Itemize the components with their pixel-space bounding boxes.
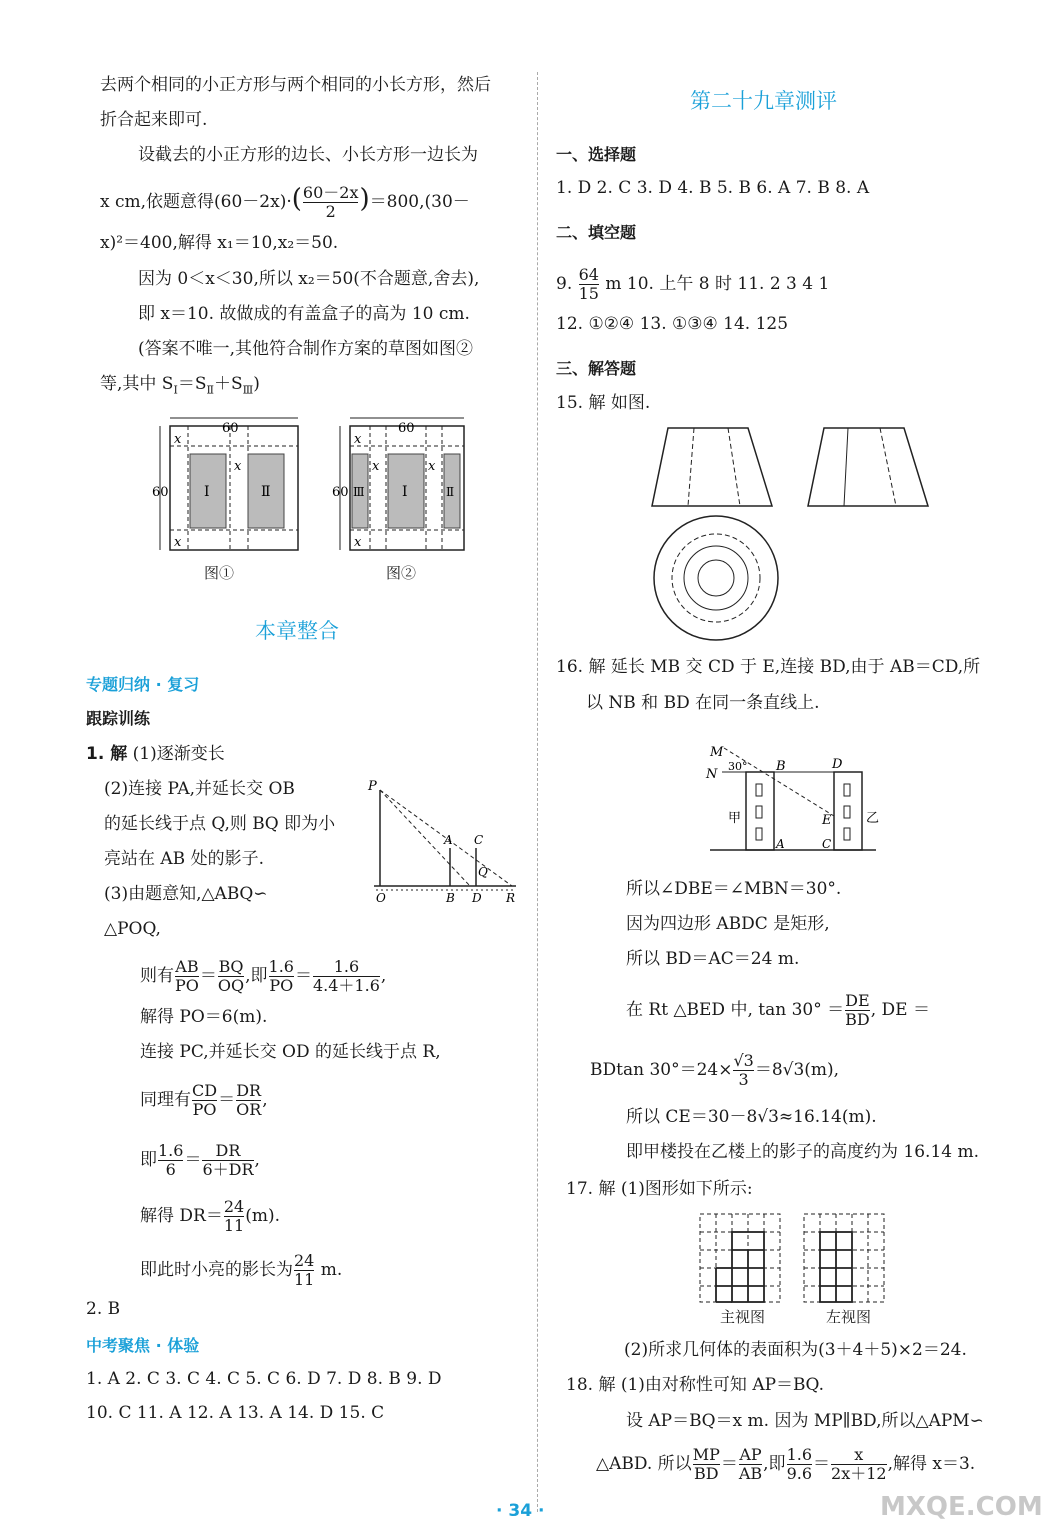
fraction	[224, 1198, 244, 1235]
fraction	[787, 1446, 812, 1483]
window	[756, 806, 762, 818]
side-grid	[804, 1214, 884, 1302]
label-A: A	[776, 837, 785, 851]
left-line-2: 折合起来即可.	[100, 110, 208, 130]
fraction-num: BQ	[218, 957, 244, 976]
q1-line-d: 的延长线于点 Q,则 BQ 即为小	[104, 814, 336, 834]
fraction	[303, 184, 359, 221]
fraction-num: CD	[192, 1081, 218, 1100]
seg: 即此时小亮的影长为	[140, 1260, 293, 1280]
q16-line-a: 16. 解 延长 MB 交 CD 于 E,连接 BD,由于 AB＝CD,所	[556, 657, 981, 677]
q16-line-i: 即甲楼投在乙楼上的影子的高度约为 16.14 m.	[626, 1142, 979, 1162]
figure-1-caption: 图①	[204, 564, 235, 582]
dim-x: x	[174, 535, 182, 550]
q1-text: (1)逐渐变长	[132, 744, 225, 764]
fraction-num: DR	[236, 1081, 262, 1100]
q18-line-c: △ABD. 所以 $\frac{MP}{BD}$ ＝ $\frac{AP}{AB}$ ,即 $\frac{1.6}{9.6}$ ＝ $\frac{x}{2x+12}$ ,解得 x＝3.	[596, 1445, 976, 1483]
fraction-den: 6	[165, 1160, 176, 1179]
fraction-num: AB	[175, 957, 199, 976]
top-view-dashed-circle	[672, 534, 760, 622]
seg: 9.	[556, 274, 578, 294]
fraction	[845, 992, 870, 1029]
q18-line-b: 设 AP＝BQ＝x m. 因为 MP∥BD,所以△APM∽	[626, 1411, 984, 1431]
dim-60-side: 60	[332, 485, 349, 500]
fraction	[175, 958, 199, 995]
fraction-den: 2	[325, 202, 336, 221]
q1-line-i: 解得 PO＝6(m).	[140, 1007, 268, 1027]
seg: ,	[380, 966, 387, 986]
fraction	[236, 1082, 261, 1119]
fraction-den: 11	[294, 1270, 315, 1289]
dim-x: x	[354, 535, 362, 550]
window	[844, 784, 850, 796]
seg: ,解得 x＝3.	[887, 1454, 976, 1474]
sub: Ⅰ	[173, 383, 178, 397]
chapter-test-title: 第二十九章测评	[690, 89, 837, 113]
label-B: B	[446, 891, 455, 905]
label-D: D	[472, 891, 482, 905]
exam-answers-2: 10. C 11. A 12. A 13. A 14. D 15. C	[86, 1403, 385, 1423]
left-line-4a: x cm,依题意得(60－2x)·	[100, 192, 292, 212]
fraction-den: BD	[845, 1010, 870, 1029]
fraction	[294, 1252, 314, 1289]
dim-60-top: 60	[398, 421, 415, 436]
label-C: C	[474, 833, 484, 847]
fraction-den: 9.6	[786, 1464, 813, 1483]
seg: ＝S	[177, 374, 207, 394]
q1-label: 1. 解	[86, 744, 128, 764]
seg: m.	[315, 1260, 343, 1280]
seg: ,	[262, 1090, 268, 1110]
fill-answers-1	[556, 266, 829, 303]
fraction	[158, 1142, 183, 1179]
fraction	[313, 958, 380, 995]
top-view-inner-circle	[698, 560, 734, 596]
box-net-figure-2	[330, 412, 490, 560]
fraction-den: PO	[175, 976, 199, 995]
fraction-den: 6＋DR	[202, 1160, 254, 1179]
section-fill: 二、填空题	[556, 223, 637, 242]
fraction	[269, 958, 294, 995]
fraction	[693, 1446, 720, 1483]
q18-line-a: 18. 解 (1)由对称性可知 AP＝BQ.	[566, 1375, 825, 1395]
fraction-den: 3	[738, 1070, 749, 1089]
label-N: N	[706, 767, 718, 782]
side-view-shape	[820, 1232, 852, 1302]
region-label: Ⅰ	[204, 484, 210, 500]
hidden-edge	[880, 428, 896, 506]
left-line-4: x cm,依题意得(60－2x)·( $\frac{60-2x}{2}$ )＝800,(30－	[100, 183, 470, 221]
q1-line-m	[140, 1198, 280, 1235]
fraction-num: 64	[578, 265, 599, 284]
front-view-shape	[716, 1232, 764, 1302]
q17-line-b: (2)所求几何体的表面积为(3＋4＋5)×2＝24.	[624, 1340, 967, 1360]
left-line-4b: ＝800,(30－	[369, 192, 470, 212]
q16-line-e: 所以 BD＝AC＝24 m.	[626, 949, 800, 969]
fraction-den: PO	[269, 976, 294, 995]
seg: ,	[254, 1150, 260, 1170]
seg: ＋S	[213, 374, 243, 394]
fraction-num: 1.6	[158, 1141, 184, 1160]
seg: )	[253, 374, 260, 394]
section-choice: 一、选择题	[556, 145, 637, 164]
label-C: C	[822, 837, 832, 851]
fraction-num: 24	[294, 1251, 315, 1270]
q1-line-h: 则有 $\frac{AB}{PO}$ ＝ $\frac{BQ}{OQ}$ ,即 $\frac{1.6}{PO}$ ＝ $\frac{1.6}{4.4+1.6}$ ,	[140, 957, 387, 995]
dim-x: x	[234, 459, 242, 474]
window	[756, 828, 762, 840]
fraction-den: PO	[192, 1100, 217, 1119]
top-view-circle	[684, 546, 748, 610]
label-yi: 乙	[866, 811, 880, 826]
q1-line-f: (3)由题意知,△ABQ∽	[104, 884, 268, 904]
left-line-7: 即 x＝10. 故做成的有盖盒子的高为 10 cm.	[138, 304, 470, 324]
side-view-caption: 左视图	[826, 1308, 872, 1326]
section-solve: 三、解答题	[556, 359, 637, 378]
dim-60-top: 60	[222, 421, 239, 436]
watermark: MXQE.COM	[880, 1492, 1043, 1522]
fraction	[202, 1142, 253, 1179]
front-view-caption: 主视图	[720, 1308, 766, 1326]
fraction-num: x	[831, 1446, 887, 1465]
q1-line-n	[140, 1252, 342, 1289]
seg: 在 Rt △BED 中, tan 30° ＝	[626, 1000, 845, 1020]
subsection-practice: 跟踪训练	[86, 709, 151, 728]
q16-line-h: 所以 CE＝30－8√3≈16.14(m).	[626, 1107, 877, 1127]
seg: BDtan 30°＝24×	[590, 1060, 733, 1080]
left-line-6: 因为 0＜x＜30,所以 x₂＝50(不合题意,舍去),	[138, 269, 480, 289]
exam-answers-1: 1. A 2. C 3. C 4. C 5. C 6. D 7. D 8. B 9. D	[86, 1369, 442, 1389]
choice-answers: 1. D 2. C 3. D 4. B 5. B 6. A 7. B 8. A	[556, 178, 870, 198]
window	[844, 806, 850, 818]
q1-line-g: △POQ,	[104, 919, 161, 939]
label-B: B	[776, 759, 786, 774]
fraction	[218, 958, 244, 995]
fraction	[579, 266, 599, 303]
left-line-8: (答案不唯一,其他符合制作方案的草图如图②	[138, 339, 474, 359]
buildings-figure	[700, 730, 890, 856]
window	[844, 828, 850, 840]
q16-line-b: 以 NB 和 BD 在同一条直线上.	[586, 693, 820, 713]
label-P: P	[368, 779, 377, 794]
label-angle: 30°	[728, 760, 748, 773]
label-O: O	[376, 891, 386, 905]
section-title-chapter-summary: 本章整合	[255, 619, 339, 643]
q1-line-l: 即 $\frac{1.6}{6}$ ＝ $\frac{DR}{6+DR}$ ,	[140, 1141, 260, 1179]
fraction-num: 1.6	[268, 957, 294, 976]
left-line-1: 去两个相同的小正方形与两个相同的小长方形，然后	[100, 75, 491, 95]
page-number: · 34 ·	[496, 1501, 545, 1521]
q1-line-j: 连接 PC,并延长交 OD 的延长线于点 R,	[140, 1042, 441, 1062]
fraction-den: 11	[223, 1216, 245, 1235]
left-line-5: x)²＝400,解得 x₁＝10,x₂＝50.	[100, 233, 339, 253]
q17-views	[698, 1212, 888, 1308]
q16-line-f	[626, 992, 930, 1029]
seg: 同理有	[140, 1090, 191, 1110]
seg: 解得 DR＝	[140, 1206, 223, 1226]
fraction-num: AP	[739, 1445, 762, 1464]
fraction	[831, 1446, 887, 1483]
q15-three-views	[648, 424, 948, 660]
dim-x: x	[174, 432, 182, 447]
q16-line-c: 所以∠DBE＝∠MBN＝30°.	[626, 879, 842, 899]
label-E: E	[822, 813, 832, 828]
fraction	[733, 1052, 753, 1089]
seg: (m).	[245, 1206, 280, 1226]
seg: , DE ＝	[870, 1000, 930, 1020]
fraction-num: 24	[223, 1197, 245, 1216]
left-line-9	[100, 373, 260, 401]
q15: 15. 解 如图.	[556, 393, 651, 413]
fraction	[192, 1082, 217, 1119]
front-view-trapezoid	[652, 428, 772, 506]
top-view-outer-circle	[654, 516, 778, 640]
shadow-figure	[366, 776, 526, 906]
dim-x: x	[372, 459, 380, 474]
q1-line-c: (2)连接 PA,并延长交 OB	[104, 779, 295, 799]
front-grid	[700, 1214, 780, 1302]
fraction-num: DE	[845, 991, 870, 1010]
window	[756, 784, 762, 796]
left-line-3: 设截去的小正方形的边长、小长方形一边长为	[138, 145, 478, 165]
seg: ,即	[763, 1454, 786, 1474]
fraction-den: 15	[578, 284, 599, 303]
label-M: M	[710, 745, 724, 760]
q16-line-g	[590, 1052, 839, 1089]
label-R: R	[506, 891, 516, 905]
q1-line-k: 同理有 $\frac{CD}{PO}$ ＝ $\frac{DR}{OR}$ ,	[140, 1081, 268, 1119]
label-D: D	[832, 757, 843, 772]
fraction-num: 60－2x	[302, 183, 359, 202]
fraction-den: OR	[236, 1100, 262, 1119]
seg: m 10. 上午 8 时 11. 2 3 4 1	[599, 274, 830, 294]
label-Q: Q	[478, 865, 488, 879]
fraction-num: DR	[202, 1142, 253, 1161]
dim-60-side: 60	[152, 485, 169, 500]
q16-line-d: 因为四边形 ABDC 是矩形,	[626, 914, 830, 934]
sub: Ⅲ	[242, 383, 254, 397]
fill-answers-2: 12. ①②④ 13. ①③④ 14. 125	[556, 314, 789, 334]
edge	[844, 428, 848, 506]
label-A: A	[444, 833, 453, 847]
figure-2-caption: 图②	[386, 564, 417, 582]
region-label: Ⅱ	[446, 485, 455, 499]
box-net-figure-1	[148, 412, 308, 560]
region-label: Ⅰ	[402, 484, 408, 500]
fraction-den: BD	[693, 1464, 719, 1483]
fraction-num: 1.6	[313, 958, 380, 977]
hidden-edge	[728, 428, 740, 506]
region-label: Ⅱ	[261, 484, 271, 500]
fraction-num: MP	[692, 1445, 720, 1464]
seg: 即	[140, 1150, 157, 1170]
column-divider	[537, 72, 538, 1512]
hidden-edge	[688, 428, 694, 506]
seg: 则有	[140, 966, 174, 986]
fraction-den: AB	[738, 1464, 763, 1483]
q1-line-e: 亮站在 AB 处的影子.	[104, 849, 264, 869]
q17-line-a: 17. 解 (1)图形如下所示:	[566, 1179, 753, 1199]
label-jia: 甲	[728, 811, 742, 826]
q1-line-a	[86, 743, 225, 765]
fraction-den: 4.4＋1.6	[312, 976, 380, 995]
q2-answer: 2. B	[86, 1299, 121, 1319]
side-view-trapezoid	[808, 428, 928, 506]
subsection-exam: 中考聚焦 · 体验	[86, 1336, 200, 1355]
seg: ,即	[245, 966, 268, 986]
dim-x: x	[354, 432, 362, 447]
seg: 等,其中 S	[100, 374, 174, 394]
ray-PQ	[380, 790, 470, 886]
fraction	[739, 1446, 762, 1483]
region-label: Ⅲ	[353, 485, 365, 499]
subsection-review: 专题归纳 · 复习	[86, 675, 200, 694]
fraction-num: √3	[733, 1051, 754, 1070]
seg: ＝8√3(m),	[754, 1060, 840, 1080]
fraction-den: 2x＋12	[831, 1464, 887, 1483]
seg: △ABD. 所以	[596, 1454, 692, 1474]
fraction-den: OQ	[217, 976, 245, 995]
fraction-num: 1.6	[786, 1445, 813, 1464]
dim-x: x	[428, 459, 436, 474]
sub: Ⅱ	[206, 383, 214, 397]
